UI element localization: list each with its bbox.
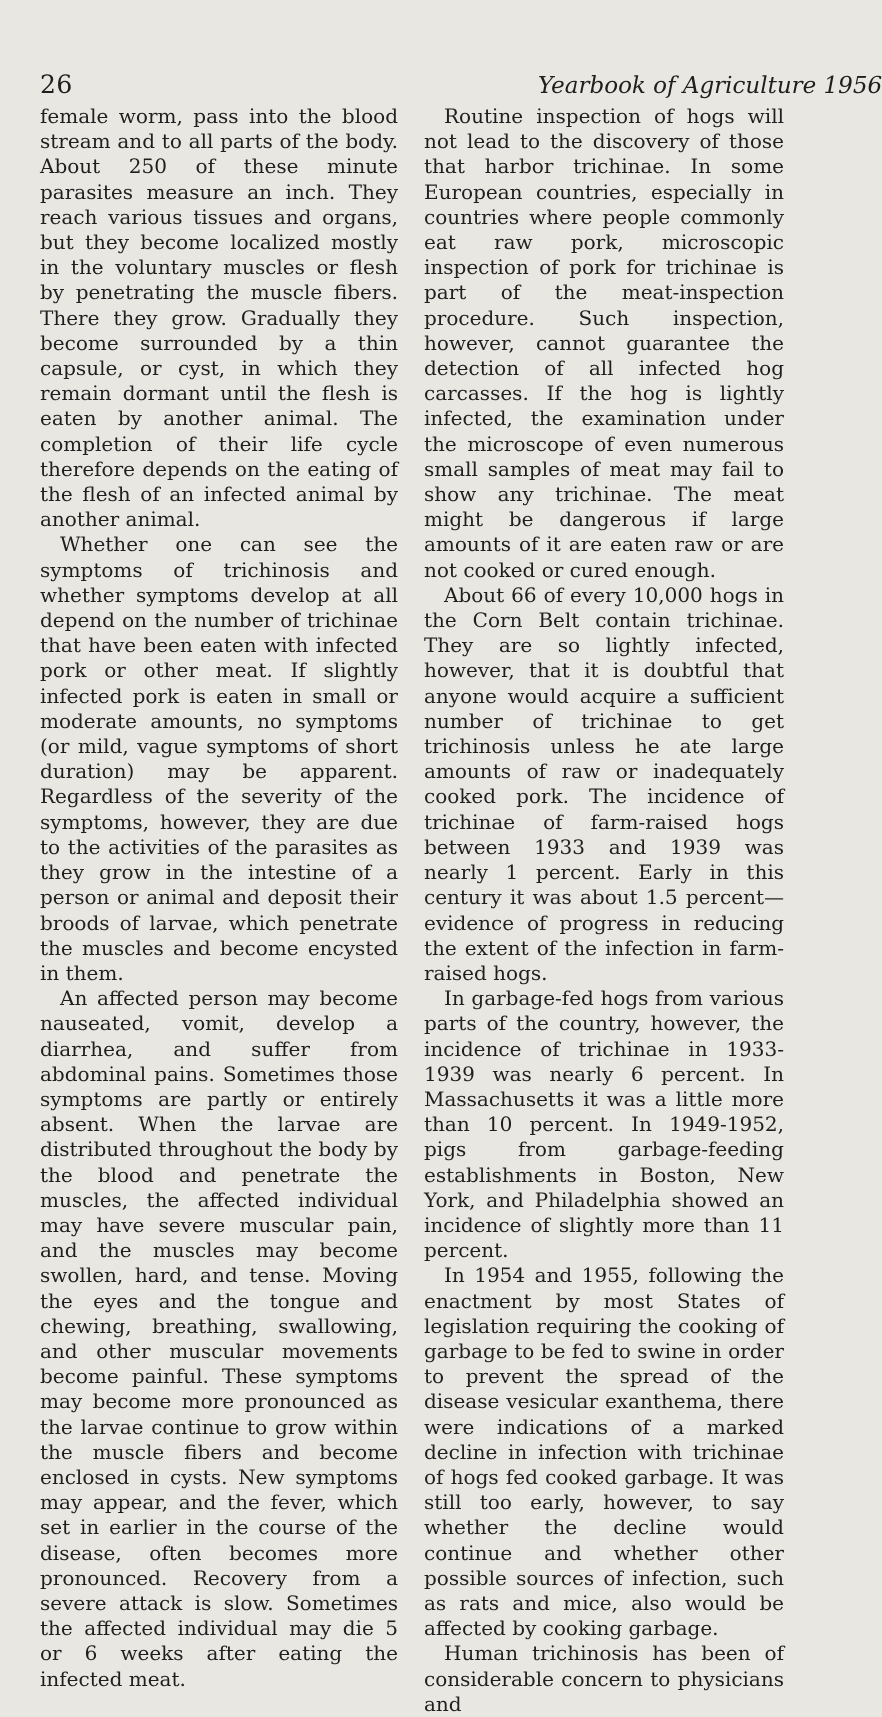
right-text-column [424,104,784,1717]
page-number: 26 [40,70,73,99]
running-head: Yearbook of Agriculture 1956 [538,73,882,99]
body-paragraph: Human trichinosis has been of considerable concern to physicians and [424,1641,784,1716]
body-paragraph: About 66 of every 10,000 hogs in the Corn Belt contain trichinae. They are so lightly infected, however, that it is doubtful that anyone would acquire a sufficient number of trichinae to get trichinosis unless he ate large amounts of raw or inadequately cooked pork. The incidence of trichinae of farm-raised hogs between 1933 and 1939 was nearly 1 percent. Early in this century it was about 1.5 percent—evidence of progress in reducing the extent of the infection in farm-raised hogs. [424,582,784,985]
body-paragraph: In garbage-fed hogs from various parts of the country, however, the incidence of trichinae in 1933-1939 was nearly 6 percent. In Massachusetts it was a little more than 10 percent. In 1949-1952, pigs from garbage-feeding establishments in Boston, New York, and Philadelphia showed an incidence of slightly more than 11 percent. [424,986,784,1263]
body-paragraph: Whether one can see the symptoms of trichinosis and whether symptoms develop at all depend on the number of trichinae that have been eaten with infected pork or other meat. If slightly infected pork is eaten in small or moderate amounts, no symptoms (or mild, vague symptoms of short duration) may be apparent. Regardless of the severity of the symptoms, however, they are due to the activities of the parasites as they grow in the intestine of a person or animal and deposit their broods of larvae, which penetrate the muscles and become encysted in them. [40,532,398,985]
body-paragraph: An affected person may become nauseated, vomit, develop a diarrhea, and suffer from abdominal pains. Sometimes those symptoms are partly or entirely absent. When the larvae are distributed throughout the body by the blood and penetrate the muscles, the affected individual may have severe muscular pain, and the muscles may become swollen, hard, and tense. Moving the eyes and the tongue and chewing, breathing, swallowing, and other muscular movements become painful. These symptoms may become more pronounced as the larvae continue to grow within the muscle fibers and become enclosed in cysts. New symptoms may appear, and the fever, which set in earlier in the course of the disease, often becomes more pronounced. Recovery from a severe attack is slow. Sometimes the affected individual may die 5 or 6 weeks after eating the infected meat. [40,986,398,1691]
body-paragraph: In 1954 and 1955, following the enactment by most States of legislation requiring the cooking of garbage to be fed to swine in order to prevent the spread of the disease vesicular exanthema, there were indications of a marked decline in infection with trichinae of hogs fed cooked garbage. It was still too early, however, to say whether the decline would continue and whether other possible sources of infection, such as rats and mice, also would be affected by cooking garbage. [424,1263,784,1641]
body-paragraph-continued: female worm, pass into the blood stream and to all parts of the body. About 250 of these minute parasites measure an inch. They reach various tissues and organs, but they become localized mostly in the voluntary muscles or flesh by penetrating the muscle fibers. There they grow. Gradually they become surrounded by a thin capsule, or cyst, in which they remain dormant until the flesh is eaten by another animal. The completion of their life cycle therefore depends on the eating of the flesh of an infected animal by another animal. [40,104,398,532]
body-paragraph: Routine inspection of hogs will not lead to the discovery of those that harbor trichinae. In some European countries, especially in countries where people commonly eat raw pork, microscopic inspection of pork for trichinae is part of the meat-inspection procedure. Such inspection, however, cannot guarantee the detection of all infected hog carcasses. If the hog is lightly infected, the examination under the microscope of even numerous small samples of meat may fail to show any trichinae. The meat might be dangerous if large amounts of it are eaten raw or are not cooked or cured enough. [424,104,784,582]
left-text-column [40,104,398,1692]
